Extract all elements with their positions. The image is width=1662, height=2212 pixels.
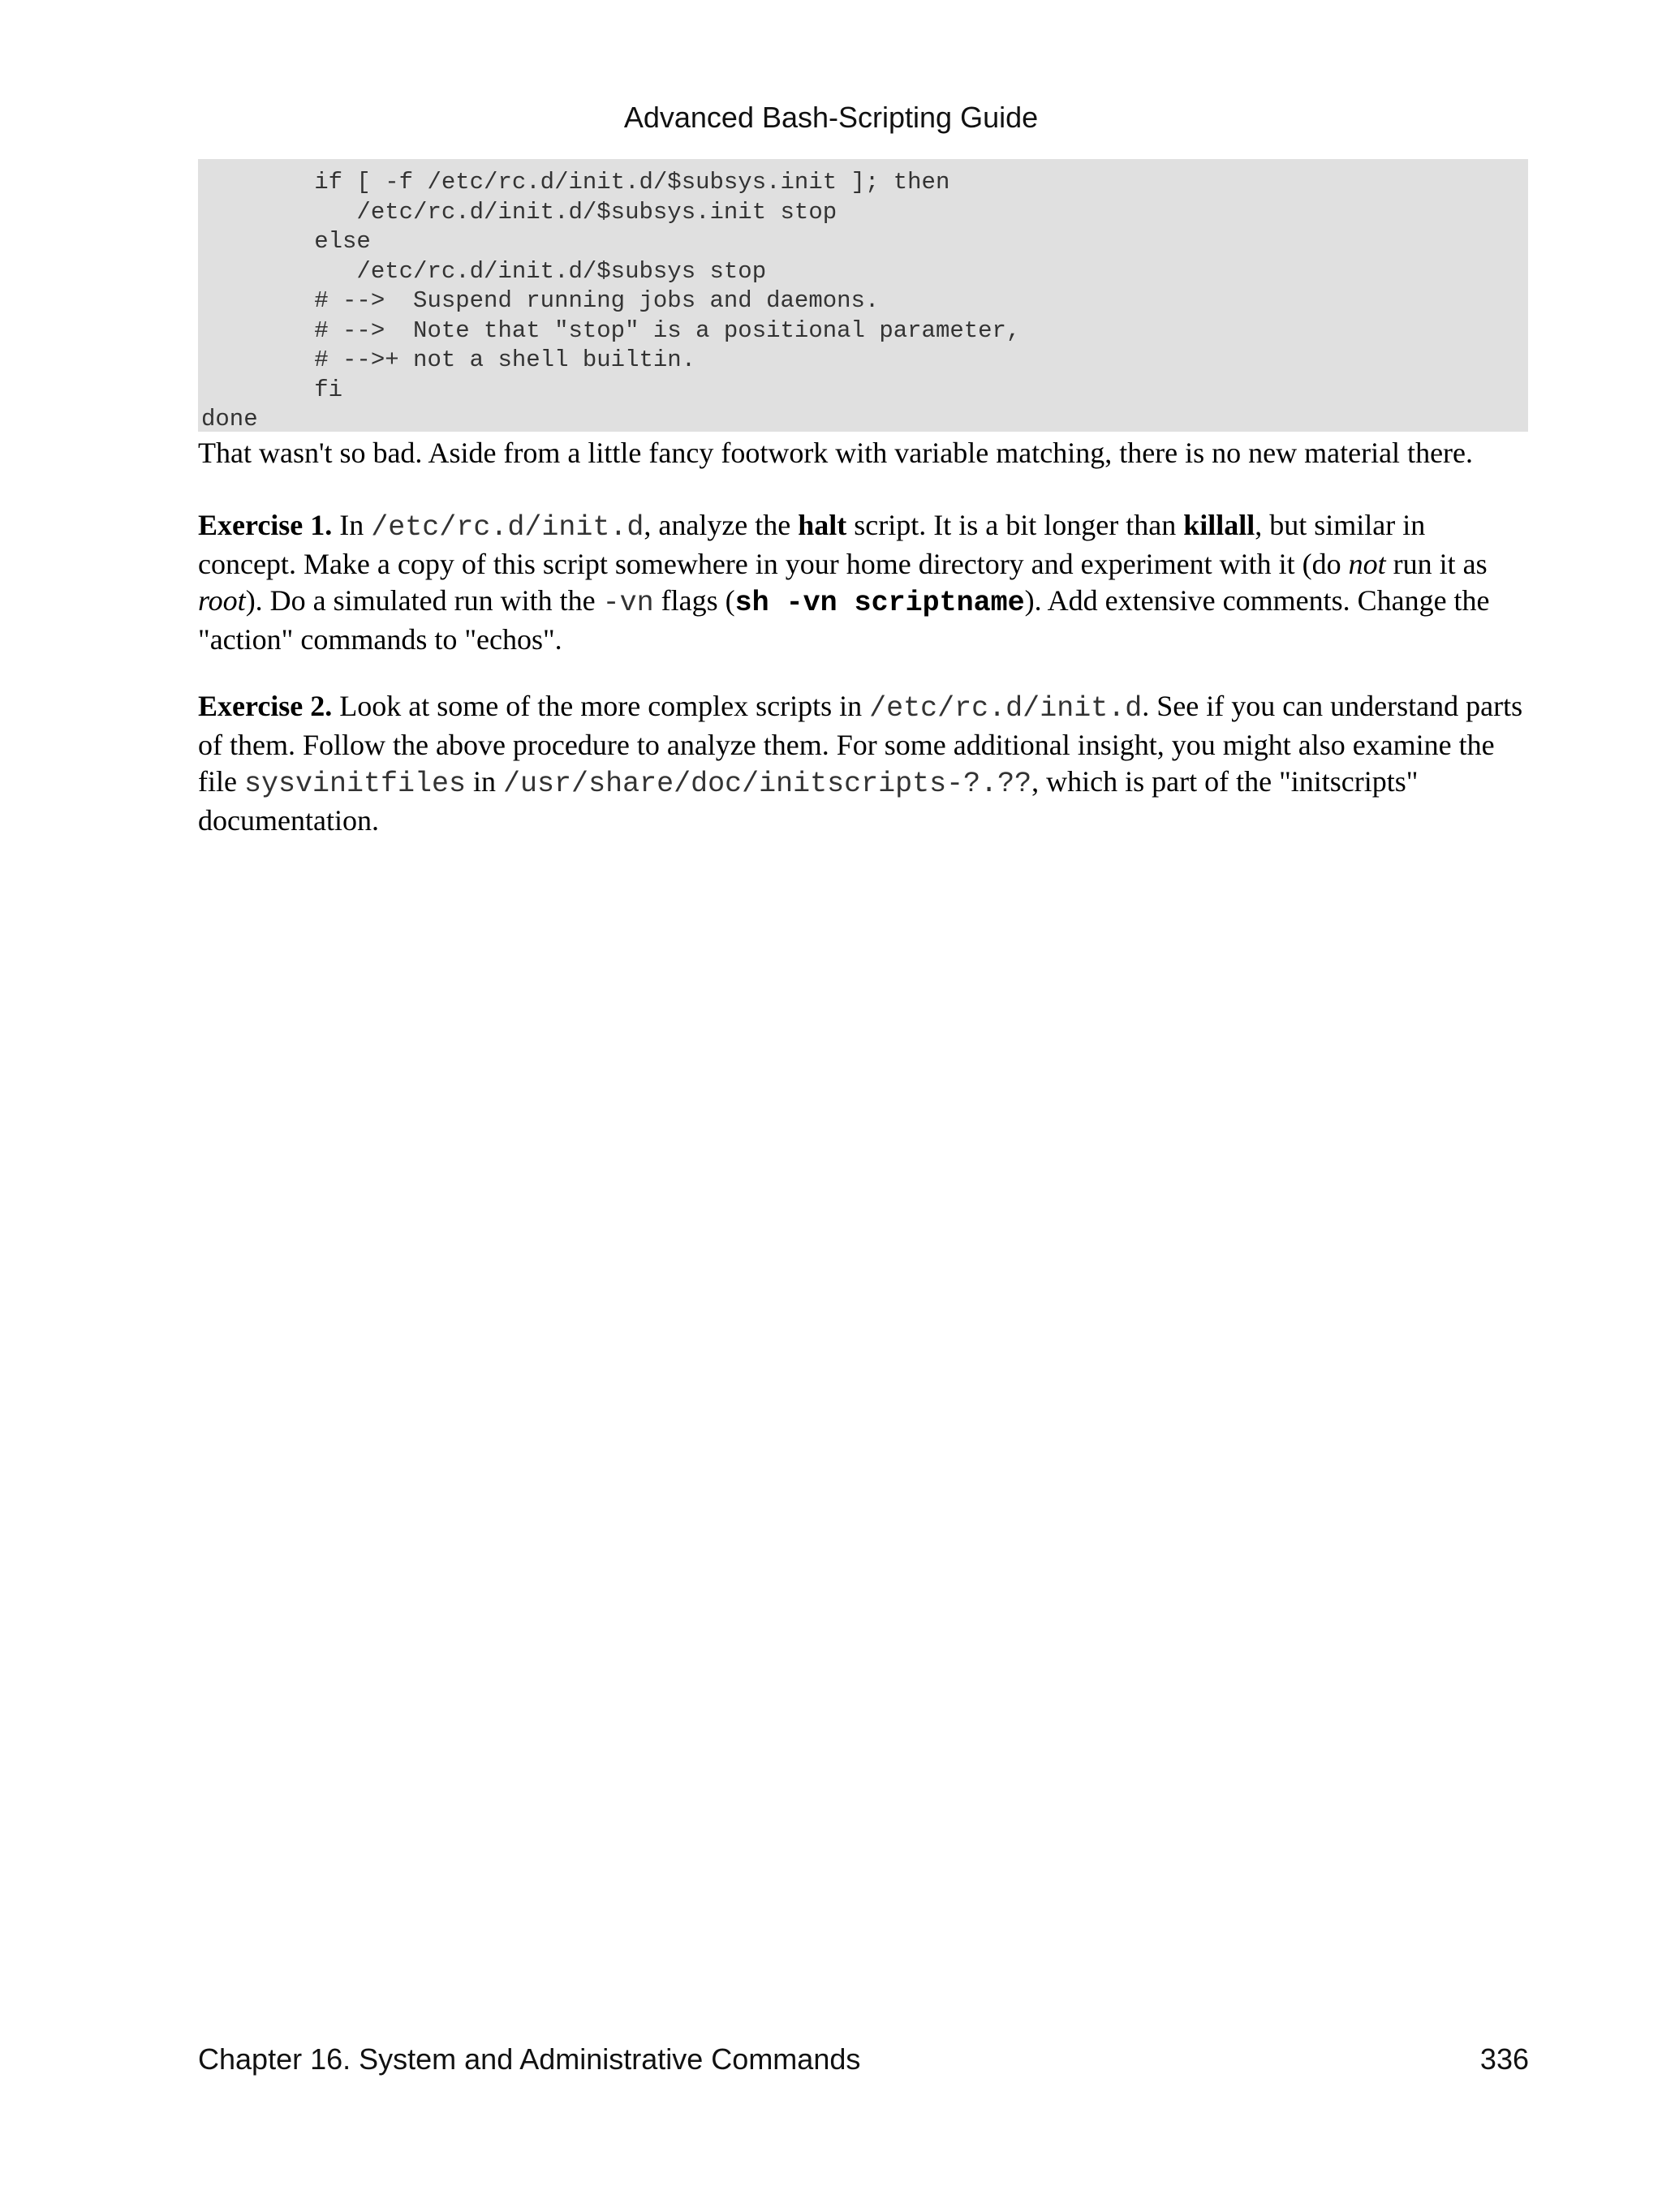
sh-command: sh -vn scriptname	[734, 587, 1025, 619]
text-segment: in	[466, 765, 504, 798]
code-line: /etc/rc.d/init.d/$subsys.init stop	[201, 198, 837, 226]
emphasis-not: not	[1348, 548, 1386, 580]
killall-command: killall	[1183, 509, 1255, 541]
code-line: /etc/rc.d/init.d/$subsys stop	[201, 257, 767, 285]
intro-paragraph: That wasn't so bad. Aside from a little fancy footwork with variable matching, there is no new material there.	[198, 437, 1474, 469]
chapter-title: Chapter 16. System and Administrative Commands	[198, 2042, 861, 2076]
text-segment: ). Do a simulated run with the	[245, 584, 603, 617]
init-d-path: /etc/rc.d/init.d	[371, 511, 644, 544]
text-segment: Look at some of the more complex scripts in	[332, 690, 870, 722]
text-segment: flags (	[653, 584, 735, 617]
code-line: fi	[201, 376, 343, 403]
code-line: done	[201, 406, 258, 433]
halt-command: halt	[798, 509, 847, 541]
code-line: if [ -f /etc/rc.d/init.d/$subsys.init ]; then	[201, 169, 950, 196]
vn-flags: -vn	[602, 587, 654, 619]
exercise-2-paragraph	[198, 688, 1529, 839]
text-segment: script. It is a bit longer than	[846, 509, 1184, 541]
text-segment: In	[332, 509, 372, 541]
exercise-1-label: Exercise 1.	[198, 509, 333, 541]
emphasis-root: root	[198, 584, 246, 617]
code-line: else	[201, 228, 371, 255]
page-header-title: Advanced Bash-Scripting Guide	[623, 101, 1039, 134]
code-line: # -->+ not a shell builtin.	[201, 346, 696, 373]
exercise-2-label: Exercise 2.	[198, 690, 333, 722]
code-block	[198, 159, 1528, 432]
initscripts-doc-path: /usr/share/doc/initscripts-?.??	[503, 768, 1032, 800]
text-segment: . See if you can understand parts of them. Follow the above procedure to analyze them. For some additional insight, you might also examine the file	[198, 690, 1523, 798]
text-segment: ). Add extensive comments. Change the "action" commands to "echos".	[198, 584, 1490, 656]
sysvinitfiles-filename: sysvinitfiles	[243, 768, 467, 800]
text-segment: , which is part of the "initscripts" documentation.	[198, 765, 1419, 837]
text-segment: , but similar in concept. Make a copy of this script somewhere in your home directory and experiment with it (do	[198, 509, 1426, 580]
exercise-1-paragraph	[198, 507, 1529, 658]
code-line: # --> Suspend running jobs and daemons.	[201, 287, 880, 314]
page-number: 336	[1479, 2042, 1529, 2076]
code-line: # --> Note that "stop" is a positional parameter,	[201, 316, 1021, 344]
init-d-path: /etc/rc.d/init.d	[869, 692, 1143, 725]
text-segment: run it as	[1385, 548, 1488, 580]
text-segment: , analyze the	[644, 509, 799, 541]
